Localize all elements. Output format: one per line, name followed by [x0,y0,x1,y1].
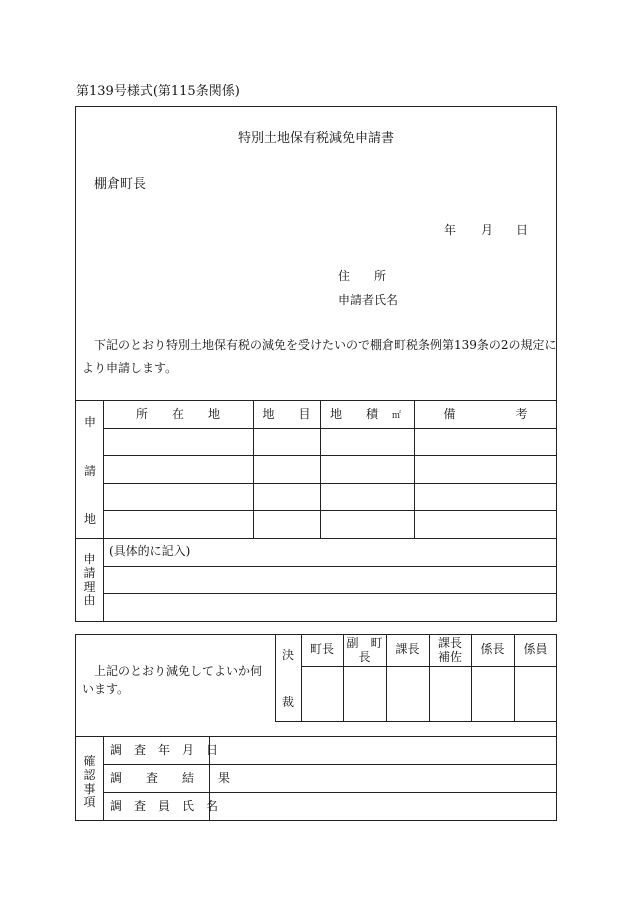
role-assistant-chief: 課長 補佐 [437,636,462,664]
date-day: 日 [516,223,529,237]
approval-text-1: 上記のとおり減免してよいか伺 [94,664,263,678]
role-subsection-chief: 係長 [480,642,505,656]
kessai-label-1: 決 [282,648,295,662]
form-title: 特別土地保有税減免申請書 [237,131,394,146]
body-text-line-2: より申請します。 [82,361,178,375]
applicant-address-label: 住 所 [338,269,387,283]
header-area [330,408,401,421]
addressee: 棚倉町長 [94,177,147,192]
confirmation-label: 確 認 事 項 [83,754,96,810]
form-number: 第139号様式(第115条関係) [76,84,240,99]
header-area-label: 地 積 [330,407,379,421]
applicant-name-label: 申請者氏名 [338,293,399,307]
reason-note: (具体的に記入) [109,544,191,558]
role-staff: 係員 [523,642,548,656]
confirmation-row-survey-date: 調 査 年 月 日 [110,743,219,757]
header-category: 地 目 [262,407,311,421]
role-section-chief: 課長 [395,642,420,656]
date-month: 月 [481,223,494,237]
land-label-1: 申 [84,415,97,429]
body-text-line-1: 下記のとおり特別土地保有税の減免を受けたいので棚倉町税条例第139条の2の規定に [94,338,557,352]
header-location: 所 在 地 [135,407,220,421]
reason-label: 申 請 理 由 [83,552,96,608]
kessai-label-2: 裁 [282,695,295,709]
approval-text-2: います。 [82,682,130,696]
header-remarks: 備 考 [443,407,528,421]
land-label-2: 請 [84,464,97,478]
land-label-3: 地 [84,512,97,526]
confirmation-row-survey-result: 調 査 結 果 [110,771,231,785]
role-deputy-mayor: 副 町 長 [346,636,383,664]
role-town-mayor: 町長 [309,642,334,656]
confirmation-row-surveyor-name: 調 査 員 氏 名 [110,799,219,813]
header-area-unit: ㎡ [391,411,401,421]
date-year: 年 [444,223,457,237]
